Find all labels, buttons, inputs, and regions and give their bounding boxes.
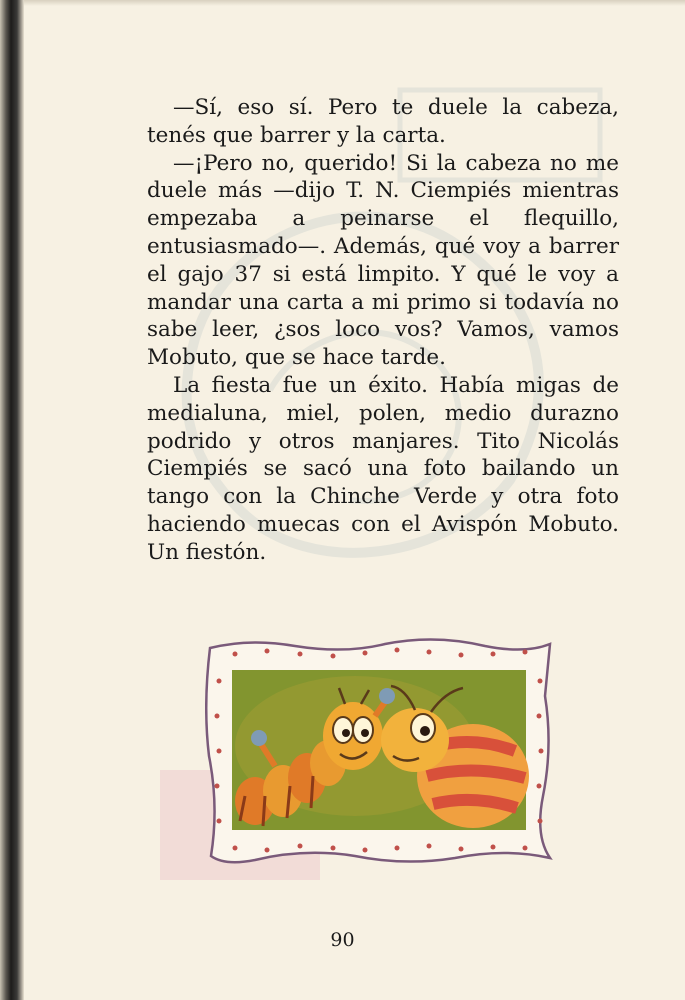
paragraph-2: —¡Pero no, querido! Si la cabeza no me duele más —dijo T. N. Ciempiés mientras empezaba a peinarse el flequillo, entusiasmado—. Además, qué voy a barrer el gajo 37 si está limpito. Y qué le voy a mandar una carta a mi primo si todavía no sabe leer, ¿sos loco vos? Vamos, vamos Mobuto, que se hace tarde. xyxy=(147,150,619,371)
book-spine xyxy=(0,0,24,1000)
page-top-edge xyxy=(24,0,685,6)
paragraph-1: —Sí, eso sí. Pero te duele la cabeza, tenés que barrer y la carta. xyxy=(147,95,619,148)
story-text xyxy=(147,94,619,567)
centipede-and-wasp-photo xyxy=(205,636,555,866)
paragraph-3: La fiesta fue un éxito. Había migas de medialuna, miel, polen, medio durazno podrido y otros manjares. Tito Nicolás Ciempiés se sacó una foto bailando un tango con la Chinche Verde y otra foto haciendo muecas con el Avispón Mobuto. Un fiestón. xyxy=(147,372,619,565)
page-number: 90 xyxy=(330,929,355,951)
